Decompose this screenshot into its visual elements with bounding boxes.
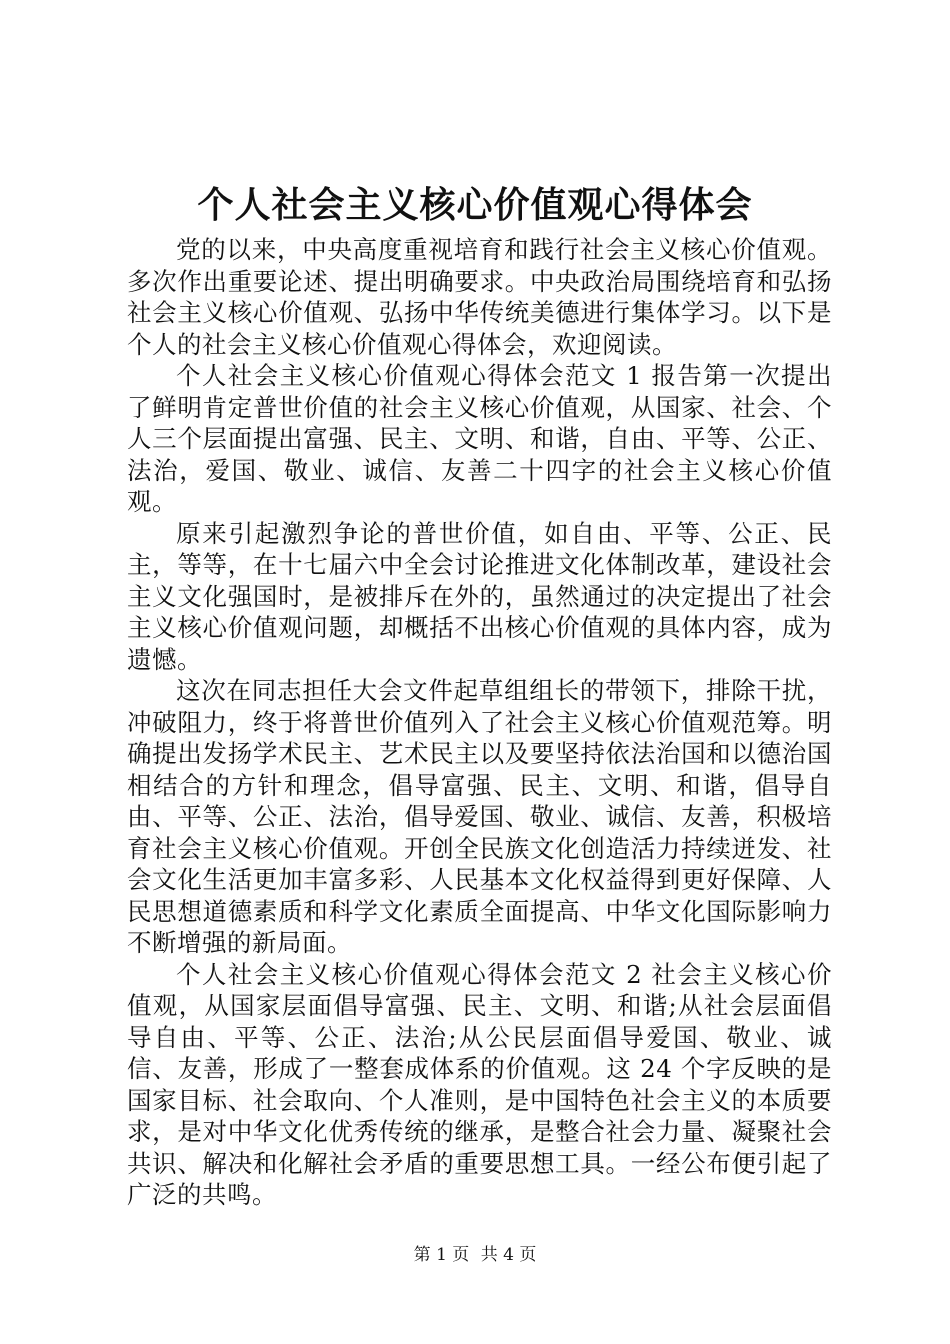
paragraph-universal-values: 原来引起激烈争论的普世价值，如自由、平等、公正、民主，等等，在十七届六中全会讨论推进文化体制改革，建设社会主义文化强国时，是被排斥在外的，虽然通过的决定提出了社会主义核心价值观问题，却概括不出核心价值观的具体内容，成为遗憾。: [127, 518, 832, 674]
paragraph-breakthrough: 这次在同志担任大会文件起草组组长的带领下，排除干扰，冲破阻力，终于将普世价值列入了社会主义核心价值观范筹。明确提出发扬学术民主、艺术民主以及要坚持依法治国和以德治国相结合的方针和理念，倡导富强、民主、文明、和谐，倡导自由、平等、公正、法治，倡导爱国、敬业、诚信、友善，积极培育社会主义核心价值观。开创全民族文化创造活力持续迸发、社会文化生活更加丰富多彩、人民基本文化权益得到更好保障、人民思想道德素质和科学文化素质全面提高、中华文化国际影响力不断增强的新局面。: [127, 676, 832, 957]
document-title: 个人社会主义核心价值观心得体会: [197, 184, 753, 226]
paragraph-sample-2: 个人社会主义核心价值观心得体会范文 2 社会主义核心价值观，从国家层面倡导富强、民主、文明、和谐;从社会层面倡导自由、平等、公正、法治;从公民层面倡导爱国、敬业、诚信、友善，形成了一整套成体系的价值观。这 24 个字反映的是国家目标、社会取向、个人准则，是中国特色社会主义的本质要求，是对中华文化优秀传统的继承，是整合社会力量、凝聚社会共识、解决和化解社会矛盾的重要思想工具。一经公布便引起了广泛的共鸣。: [127, 959, 832, 1209]
document-body: [127, 234, 832, 1211]
paragraph-intro: 党的以来，中央高度重视培育和践行社会主义核心价值观。多次作出重要论述、提出明确要求。中央政治局围绕培育和弘扬社会主义核心价值观、弘扬中华传统美德进行集体学习。以下是个人的社会主义核心价值观心得体会，欢迎阅读。: [127, 235, 832, 359]
paragraph-sample-1: 个人社会主义核心价值观心得体会范文 1 报告第一次提出了鲜明肯定普世价值的社会主义核心价值观，从国家、社会、个人三个层面提出富强、民主、文明、和谐，自由、平等、公正、法治，爱国、敬业、诚信、友善二十四字的社会主义核心价值观。: [127, 361, 832, 516]
page-footer: [0, 1244, 950, 1266]
page-number: 第 1 页: [413, 1245, 470, 1265]
page-total: 共 4 页: [480, 1245, 537, 1265]
